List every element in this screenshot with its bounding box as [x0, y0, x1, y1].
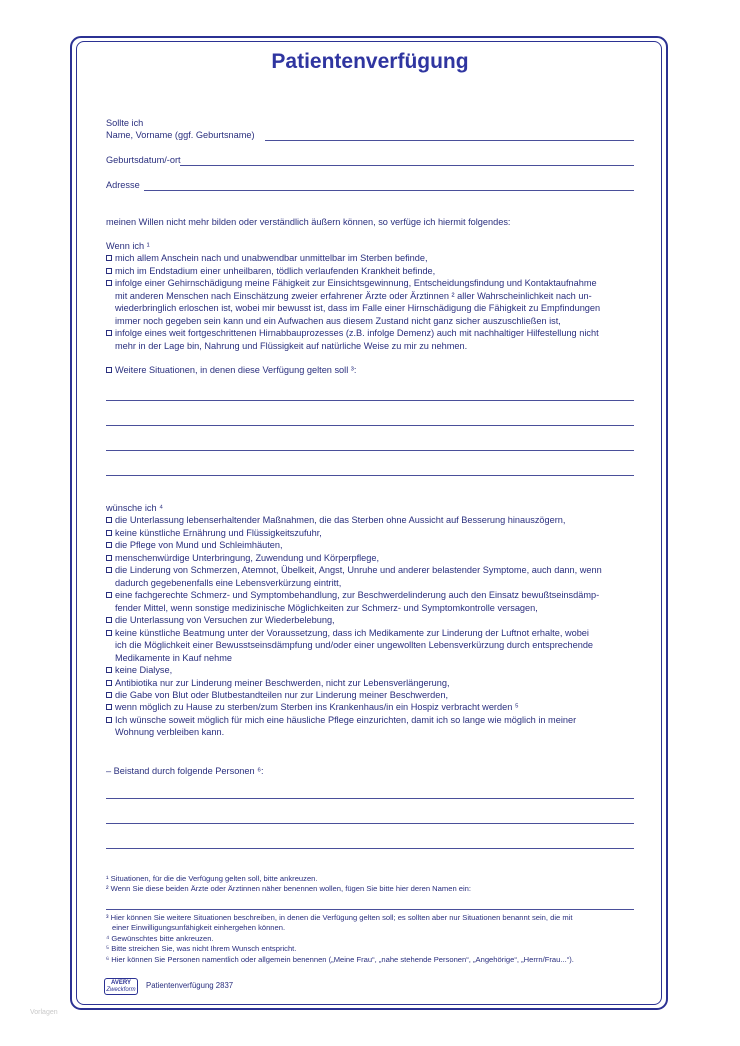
checkbox[interactable]	[106, 692, 112, 698]
wenn-item-3-cont: immer noch gegeben sein kann und ein Aufwachen aus diesem Zustand nicht ganz sicher auszuschließen ist,	[115, 316, 561, 326]
footnote-6: ⁶ Hier können Sie Personen namentlich oder allgemein benennen („Meine Frau“, „nahe stehende Personen“, „Angehörige“, „Herrn/Frau...“).	[106, 955, 574, 964]
footnote-4: ⁴ Gewünschtes bitte ankreuzen.	[106, 934, 214, 943]
wish-item-cont: Medikamente in Kauf nehme	[115, 653, 232, 663]
checkbox[interactable]	[106, 367, 112, 373]
intro-sollte: Sollte ich	[106, 118, 144, 128]
footnote-3-cont: einer Einwilligungsunfähigkeit einhergehen können.	[112, 923, 286, 932]
wenn-item-4[interactable]: infolge eines weit fortgeschrittenen Hirnabbauprozesses (z.B. infolge Demenz) auch mit nachhaltiger Hilfestellung nicht	[106, 327, 599, 339]
wish-item-cont: Wohnung verbleiben kann.	[115, 727, 225, 737]
wish-item-cont: dadurch gegebenenfalls eine Lebensverkürzung eintritt,	[115, 578, 342, 588]
document-title: Patientenverfügung	[271, 50, 469, 73]
wish-item[interactable]: wenn möglich zu Hause zu sterben/zum Sterben ins Krankenhaus/in ein Hospiz verbracht werden ⁵	[106, 701, 519, 713]
will-statement: meinen Willen nicht mehr bilden oder verständlich äußern können, so verfüge ich hiermit folgendes:	[106, 217, 511, 227]
watermark: Vorlagen	[30, 1009, 58, 1016]
checkbox[interactable]	[106, 704, 112, 710]
wish-item[interactable]: eine fachgerechte Schmerz- und Symptombehandlung, zur Beschwerdelinderung auch den Einsatz bewußtseinsdämp-	[106, 589, 599, 601]
checkbox[interactable]	[106, 517, 112, 523]
checkbox[interactable]	[106, 330, 112, 336]
wenn-item-3-cont: mit anderen Menschen nach Einschätzung zweier erfahrener Ärzte oder Ärztinnen ² aller Wahrscheinlichkeit nach un-	[115, 291, 592, 301]
checkbox[interactable]	[106, 268, 112, 274]
checkbox[interactable]	[106, 680, 112, 686]
wenn-item-1[interactable]: mich allem Anschein nach und unabwendbar unmittelbar im Sterben befinde,	[106, 252, 428, 264]
wish-item[interactable]: die Unterlassung von Versuchen zur Wiederbelebung,	[106, 614, 335, 626]
wenn-item-2[interactable]: mich im Endstadium einer unheilbaren, tödlich verlaufenden Krankheit befinde,	[106, 265, 435, 277]
address-label: Adresse	[106, 180, 140, 190]
wish-item[interactable]: keine künstliche Ernährung und Flüssigkeitszufuhr,	[106, 527, 322, 539]
wenn-item-4-cont: mehr in der Lage bin, Nahrung und Flüssigkeit auf natürliche Weise zu mir zu nehmen.	[115, 341, 468, 351]
wenn-item-3[interactable]: infolge einer Gehirnschädigung meine Fähigkeit zur Einsichtsgewinnung, Entscheidungsfindung und Kontaktaufnahme	[106, 277, 597, 289]
checkbox[interactable]	[106, 630, 112, 636]
wish-item[interactable]: die Linderung von Schmerzen, Atemnot, Übelkeit, Angst, Unruhe und anderer belastender Symptome, auch dann, wenn	[106, 564, 602, 576]
avery-zweckform-logo: AVERY Zweckform	[104, 978, 138, 995]
beistand-line[interactable]	[106, 798, 634, 799]
wish-item[interactable]: keine Dialyse,	[106, 664, 172, 676]
beistand-line[interactable]	[106, 848, 634, 849]
wish-item[interactable]: menschenwürdige Unterbringung, Zuwendung und Körperpflege,	[106, 552, 379, 564]
checkbox[interactable]	[106, 542, 112, 548]
address-field[interactable]	[144, 190, 634, 191]
checkbox[interactable]	[106, 592, 112, 598]
wish-item[interactable]: keine künstliche Beatmung unter der Voraussetzung, dass ich Medikamente zur Linderung der Luftnot erhalte, wobei	[106, 627, 589, 639]
footnote-2: ² Wenn Sie diese beiden Ärzte oder Ärztinnen näher benennen wollen, fügen Sie bitte hier deren Namen ein:	[106, 884, 472, 893]
footnote-5: ⁵ Bitte streichen Sie, was nicht Ihrem Wunsch entspricht.	[106, 944, 297, 953]
wenn-heading: Wenn ich ¹	[106, 241, 150, 251]
checkbox[interactable]	[106, 255, 112, 261]
checkbox[interactable]	[106, 567, 112, 573]
birth-field[interactable]	[180, 165, 634, 166]
wish-item[interactable]: die Unterlassung lebenserhaltender Maßnahmen, die das Sterben ohne Aussicht auf Besserung hinauszögern,	[106, 514, 565, 526]
situation-line[interactable]	[106, 425, 634, 426]
name-field[interactable]	[265, 140, 634, 141]
checkbox[interactable]	[106, 530, 112, 536]
birth-label: Geburtsdatum/-ort	[106, 155, 181, 165]
beistand-heading: – Beistand durch folgende Personen ⁶:	[106, 766, 264, 776]
further-situations[interactable]: Weitere Situationen, in denen diese Verfügung gelten soll ³:	[106, 364, 356, 376]
checkbox[interactable]	[106, 717, 112, 723]
checkbox[interactable]	[106, 617, 112, 623]
checkbox[interactable]	[106, 667, 112, 673]
footnote-3: ³ Hier können Sie weitere Situationen beschreiben, in denen die Verfügung gelten soll; es sollten aber nur Situationen benannt sein, die mit	[106, 913, 573, 922]
beistand-line[interactable]	[106, 823, 634, 824]
wenn-item-3-cont: wiederbringlich erloschen ist, wobei mir bewusst ist, dass im Falle einer Hirnschädigung die Fähigkeit zu Empfindungen	[115, 303, 601, 313]
wish-item-cont: ich die Möglichkeit einer Bewusstseinsdämpfung und/oder einer ungewollten Lebensverkürzung durch entsprechende	[115, 640, 594, 650]
situation-line[interactable]	[106, 450, 634, 451]
situation-line[interactable]	[106, 475, 634, 476]
checkbox[interactable]	[106, 280, 112, 286]
form-label: Patientenverfügung 2837	[146, 981, 234, 990]
doctor-names-line[interactable]	[106, 909, 634, 910]
wish-item[interactable]: Antibiotika nur zur Linderung meiner Beschwerden, nicht zur Lebensverlängerung,	[106, 677, 450, 689]
name-label: Name, Vorname (ggf. Geburtsname)	[106, 130, 255, 140]
footnote-1: ¹ Situationen, für die die Verfügung gelten soll, bitte ankreuzen.	[106, 874, 318, 883]
wish-item[interactable]: die Pflege von Mund und Schleimhäuten,	[106, 539, 283, 551]
situation-line[interactable]	[106, 400, 634, 401]
wish-item[interactable]: Ich wünsche soweit möglich für mich eine häusliche Pflege einzurichten, damit ich so lange wie möglich in meiner	[106, 714, 576, 726]
wish-item[interactable]: die Gabe von Blut oder Blutbestandteilen nur zur Linderung meiner Beschwerden,	[106, 689, 448, 701]
checkbox[interactable]	[106, 555, 112, 561]
wish-item-cont: fender Mittel, wenn sonstige medizinische Möglichkeiten zur Schmerz- und Symptomkontrolle versagen,	[115, 603, 538, 613]
wuensche-heading: wünsche ich ⁴	[106, 503, 164, 513]
